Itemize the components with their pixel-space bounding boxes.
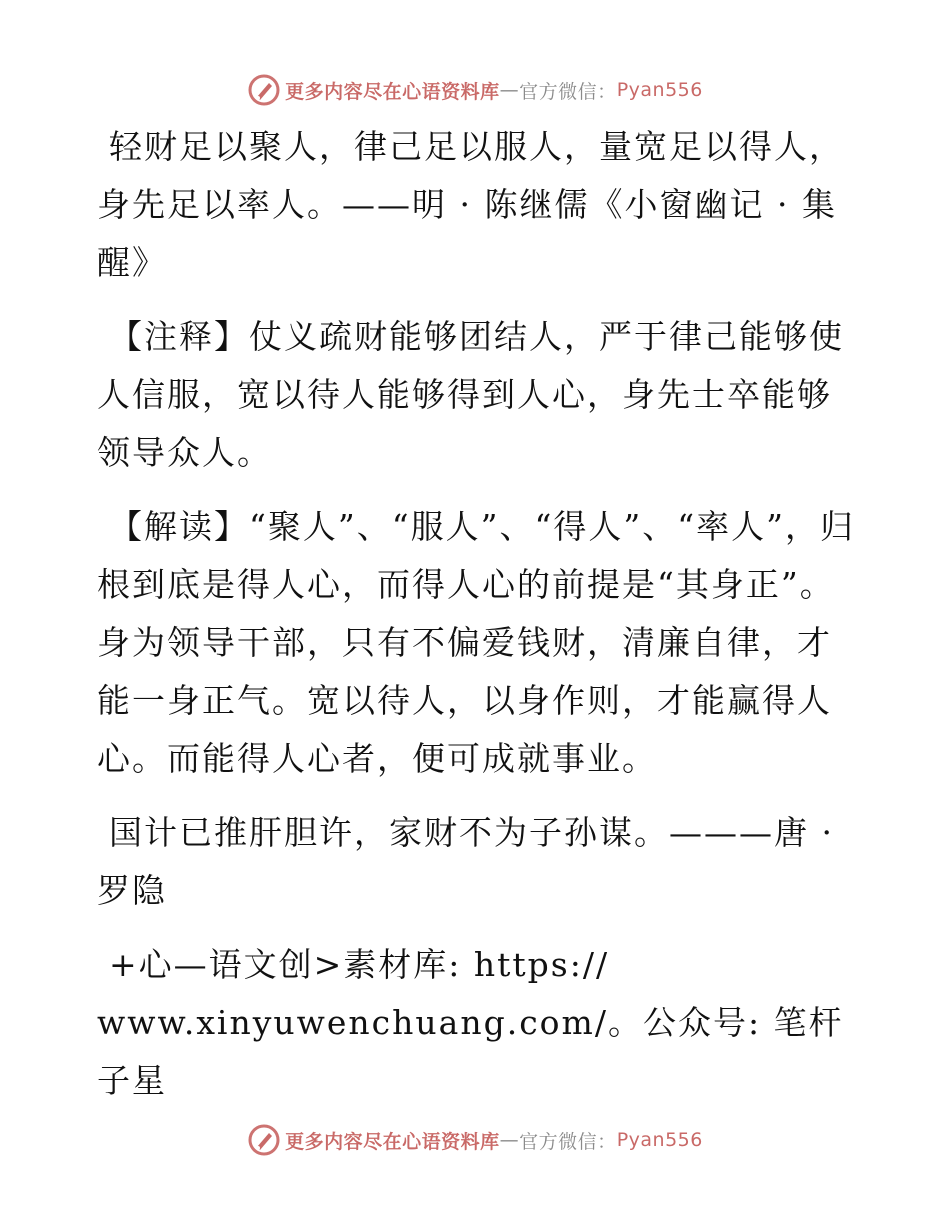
quote-text: 轻财足以聚人，律己足以服人，量宽足以得人，身先足以率人。——明 · 陈继儒《小窗幽记 · 集醒》: [97, 127, 844, 282]
document-body: [97, 118, 857, 1110]
poem-paragraph: [97, 804, 857, 920]
watermark-contact-label: 官方微信：: [519, 1130, 617, 1153]
watermark-contact-id: Pyan556: [616, 1129, 703, 1151]
pen-nib-logo-icon: [247, 1123, 281, 1157]
annotation-text: 【注释】仗义疏财能够团结人，严于律己能够使人信服，宽以待人能够得到人心，身先士卒能够领导众人。: [97, 317, 844, 472]
annotation-paragraph: [97, 308, 857, 482]
footer-watermark: [0, 1120, 950, 1160]
watermark-contact-id: Pyan556: [616, 79, 703, 101]
quote-paragraph: [97, 118, 857, 292]
source-note-line2: www.xinyuwenchuang.com/。公众号: 笔杆子星: [97, 1003, 844, 1100]
watermark-contact-label: 官方微信：: [519, 80, 617, 103]
watermark-brand: 更多内容尽在心语资料库: [285, 1130, 500, 1153]
interpretation-text: 【解读】“聚人”、“服人”、“得人”、“率人”，归根到底是得人心，而得人心的前提是“其身正”。身为领导干部，只有不偏爱钱财，清廉自律，才能一身正气。宽以待人，以身作则，才能赢得人心。而能得人心者，便可成就事业。: [97, 507, 855, 778]
source-note-paragraph: [97, 936, 857, 1110]
source-note-line1: +心—语文创>素材库: https://: [109, 945, 610, 984]
interpretation-paragraph: [97, 498, 857, 788]
header-watermark: [0, 70, 950, 110]
watermark-separator: —: [499, 1129, 520, 1151]
watermark-separator: —: [499, 79, 520, 101]
poem-text: 国计已推肝胆许，家财不为子孙谋。———唐 · 罗隐: [97, 813, 834, 910]
pen-nib-logo-icon: [247, 73, 281, 107]
watermark-brand: 更多内容尽在心语资料库: [285, 80, 500, 103]
